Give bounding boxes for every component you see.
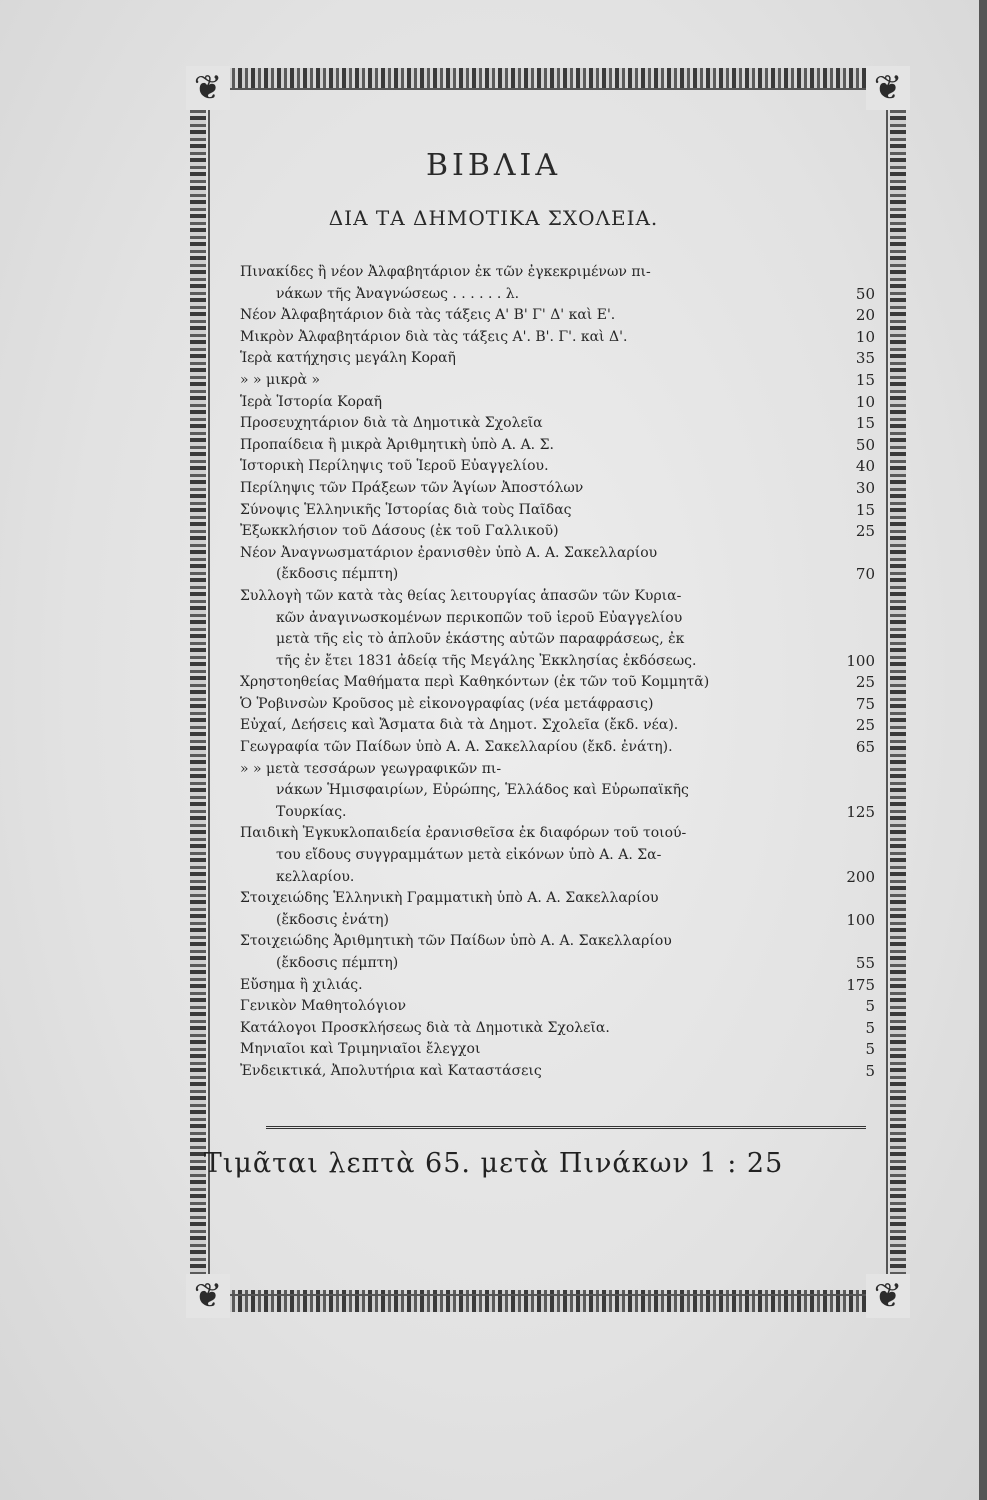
book-price: 25 <box>855 716 875 735</box>
list-item <box>240 262 875 305</box>
book-title: Νέον Ἀλφαβητάριον διὰ τὰς τάξεις Α' Β' Γ' Δ' καὶ Ε'. <box>240 307 616 324</box>
list-item-line <box>240 823 875 845</box>
book-title: Συλλογὴ τῶν κατὰ τὰς θείας λειτουργίας ἁπασῶν τῶν Κυρια- <box>240 587 682 604</box>
book-price: 25 <box>855 522 875 541</box>
book-title: Ἐνδεικτικά, Ἀπολυτήρια καὶ Καταστάσεις <box>240 1062 542 1079</box>
list-item <box>240 694 875 716</box>
ornamental-border-top <box>186 68 910 90</box>
list-item-line <box>240 931 875 953</box>
list-item-line <box>240 284 875 306</box>
book-price: 35 <box>855 349 875 368</box>
book-title: » » μικρὰ » <box>240 371 321 388</box>
book-price: 65 <box>855 738 875 757</box>
book-price: 5 <box>865 1040 875 1059</box>
list-item <box>240 305 875 327</box>
list-item-line <box>240 564 875 586</box>
book-title: Ὁ Ῥοβινσὼν Κροῦσος μὲ εἰκονογραφίας (νέα μετάφρασις) <box>240 695 654 712</box>
book-title: Στοιχειώδης Ἀριθμητικὴ τῶν Παίδων ὑπὸ Α. Α. Σακελλαρίου <box>240 933 672 950</box>
list-item <box>240 413 875 435</box>
book-price: 55 <box>855 954 875 972</box>
list-item <box>240 543 875 586</box>
book-title: (ἔκδοσις πέμπτη) <box>276 955 399 971</box>
list-item <box>240 370 875 392</box>
list-item-line <box>240 715 875 737</box>
list-item <box>240 456 875 478</box>
list-item-line <box>240 586 875 608</box>
list-item <box>240 823 875 888</box>
book-price: 20 <box>855 306 875 325</box>
book-price: 5 <box>865 1018 875 1037</box>
book-title: κῶν ἀναγινωσκομένων περικοπῶν τοῦ ἱεροῦ Εὐαγγελίου <box>276 609 683 626</box>
list-item <box>240 327 875 349</box>
book-price: 5 <box>865 1061 875 1080</box>
list-item-line <box>240 802 875 824</box>
book-title: Εὐχαί, Δεήσεις καὶ Ἄσματα διὰ τὰ Δημοτ. Σχολεῖα (ἔκδ. νέα). <box>240 717 679 734</box>
list-item-line <box>240 500 875 522</box>
book-title: Ἱστορικὴ Περίληψις τοῦ Ἱεροῦ Εὐαγγελίου. <box>240 458 549 475</box>
book-title: Μηνιαῖοι καὶ Τριμηνιαῖοι ἔλεγχοι <box>240 1041 481 1058</box>
book-price: 30 <box>855 478 875 497</box>
book-price: 70 <box>855 565 875 584</box>
book-title: Σύνοψις Ἑλληνικῆς Ἱστορίας διὰ τοὺς Παῖδας <box>240 501 572 518</box>
book-title: » » μετὰ τεσσάρων γεωγραφικῶν πι- <box>240 760 502 777</box>
corner-ornament-icon: ❦ <box>866 66 910 110</box>
book-title: μετὰ τῆς εἰς τὸ ἁπλοῦν ἑκάστης αὐτῶν παραφράσεως, ἐκ <box>276 631 685 648</box>
page-subtitle: ΔΙΑ ΤΑ ΔΗΜΟΤΙΚΑ ΣΧΟΛΕΙΑ. <box>328 206 659 230</box>
book-price: 175 <box>846 975 875 994</box>
book-title: Τουρκίας. <box>276 803 347 820</box>
page-title: ΒΙΒΛΙΑ <box>425 148 562 183</box>
list-item <box>240 478 875 500</box>
book-title: (ἔκδοσις πέμπτη) <box>276 566 399 583</box>
book-title: του εἴδους συγγραμμάτων μετὰ εἰκόνων ὑπὸ Α. Α. Σα- <box>276 847 662 864</box>
list-item-line <box>240 867 875 889</box>
book-title: νάκων Ἡμισφαιρίων, Εὐρώπης, Ἑλλάδος καὶ Εὐρωπαϊκῆς <box>276 782 689 799</box>
book-title: Ἱερὰ Ἱστορία Κοραῆ <box>240 393 383 410</box>
list-item-line <box>240 327 875 349</box>
book-title: Χρηστοηθείας Μαθήματα περὶ Καθηκόντων (ἐκ τῶν τοῦ Κομμητᾶ) <box>240 674 710 691</box>
book-title: Εὔσημα ἢ χιλιάς. <box>240 976 363 993</box>
book-title: Περίληψις τῶν Πράξεων τῶν Ἁγίων Ἀποστόλων <box>240 479 584 496</box>
book-title: Νέον Ἀναγνωσματάριον ἐρανισθὲν ὑπὸ Α. Α. Σακελλαρίου <box>240 544 658 561</box>
ornamental-border-left <box>190 88 206 1292</box>
book-title: Μικρὸν Ἀλφαβητάριον διὰ τὰς τάξεις Α'. Β'. Γ'. καὶ Δ'. <box>240 328 628 345</box>
list-item-line <box>240 413 875 435</box>
book-title: Προσευχητάριον διὰ τὰ Δημοτικὰ Σχολεῖα <box>240 415 543 432</box>
book-title: Ἐξωκκλήσιον τοῦ Δάσους (ἐκ τοῦ Γαλλικοῦ) <box>240 523 559 540</box>
list-item-line <box>240 759 875 781</box>
book-title: κελλαρίου. <box>276 868 355 885</box>
divider <box>266 1126 866 1129</box>
book-title: Κατάλογοι Προσκλήσεως διὰ τὰ Δημοτικὰ Σχολεῖα. <box>240 1019 610 1036</box>
list-item-line <box>240 435 875 457</box>
list-item-line <box>240 845 875 867</box>
list-item <box>240 1039 875 1061</box>
list-item <box>240 715 875 737</box>
book-title: Στοιχειώδης Ἑλληνικὴ Γραμματικὴ ὑπὸ Α. Α. Σακελλαρίου <box>240 890 659 907</box>
list-item-line <box>240 1039 875 1061</box>
list-item <box>240 348 875 370</box>
book-title: Πινακίδες ἢ νέον Ἀλφαβητάριον ἐκ τῶν ἐγκεκριμένων πι- <box>240 264 651 280</box>
list-item-line <box>240 975 875 997</box>
corner-ornament-icon: ❦ <box>866 1274 910 1318</box>
list-item-line <box>240 996 875 1018</box>
book-price: 5 <box>865 997 875 1016</box>
list-item-line <box>240 456 875 478</box>
list-item-line <box>240 262 875 284</box>
book-price: 10 <box>855 392 875 411</box>
list-item-line <box>240 392 875 414</box>
list-item <box>240 500 875 522</box>
list-item <box>240 521 875 543</box>
list-item-line <box>240 888 875 910</box>
book-price: 15 <box>855 414 875 433</box>
list-item <box>240 996 875 1018</box>
book-price: 100 <box>846 651 875 670</box>
list-item-line <box>240 629 875 651</box>
book-title: Γεωγραφία τῶν Παίδων ὑπὸ Α. Α. Σακελλαρίου (ἔκδ. ἐνάτη). <box>240 739 673 756</box>
list-item-line <box>240 370 875 392</box>
list-item <box>240 586 875 672</box>
list-item-line <box>240 1018 875 1040</box>
list-item <box>240 1018 875 1040</box>
book-price: 40 <box>855 457 875 476</box>
list-item <box>240 1061 875 1083</box>
book-price: 50 <box>855 284 875 303</box>
list-item-line <box>240 543 875 565</box>
book-price: 15 <box>855 500 875 519</box>
book-title: Παιδικὴ Ἐγκυκλοπαιδεία ἐρανισθεῖσα ἐκ διαφόρων τοῦ τοιού- <box>240 825 687 842</box>
book-price: 25 <box>855 673 875 692</box>
list-item-line <box>240 651 875 673</box>
list-item-line <box>240 780 875 802</box>
book-title: Γενικὸν Μαθητολόγιον <box>240 998 406 1015</box>
price-note: Τιμᾶται λεπτὰ 65. μετὰ Πινάκων 1 : 25 <box>203 1148 784 1179</box>
list-item-line <box>240 694 875 716</box>
list-item <box>240 392 875 414</box>
list-item-line <box>240 1061 875 1083</box>
list-item-line <box>240 910 875 932</box>
book-price: 125 <box>846 802 875 821</box>
list-item <box>240 931 875 974</box>
book-title: Ἱερὰ κατήχησις μεγάλη Κοραῆ <box>240 350 456 367</box>
book-price: 75 <box>855 694 875 713</box>
book-price: 100 <box>846 910 875 929</box>
list-item-line <box>240 478 875 500</box>
corner-ornament-icon: ❦ <box>186 66 230 110</box>
list-item-line <box>240 953 875 975</box>
list-item <box>240 975 875 997</box>
book-list <box>240 262 875 1083</box>
list-item-line <box>240 737 875 759</box>
list-item-line <box>240 348 875 370</box>
list-item <box>240 435 875 457</box>
list-item-line <box>240 305 875 327</box>
book-title: (ἔκδοσις ἐνάτη) <box>276 911 389 928</box>
ornamental-border-right <box>890 88 906 1292</box>
list-item <box>240 737 875 759</box>
book-price: 15 <box>855 370 875 389</box>
book-price: 200 <box>846 867 875 886</box>
book-price: 10 <box>855 327 875 346</box>
list-item-line <box>240 608 875 630</box>
list-item <box>240 672 875 694</box>
list-item <box>240 888 875 931</box>
corner-ornament-icon: ❦ <box>186 1274 230 1318</box>
book-title: νάκων τῆς Ἀναγνώσεως . . . . . . λ. <box>276 285 520 302</box>
list-item-line <box>240 521 875 543</box>
book-title: τῆς ἐν ἔτει 1831 ἀδείᾳ τῆς Μεγάλης Ἐκκλησίας ἐκδόσεως. <box>276 652 697 669</box>
book-price: 50 <box>855 435 875 454</box>
list-item-line <box>240 672 875 694</box>
list-item <box>240 759 875 824</box>
book-title: Προπαίδεια ἢ μικρὰ Ἀριθμητικὴ ὑπὸ Α. Α. Σ. <box>240 436 554 453</box>
